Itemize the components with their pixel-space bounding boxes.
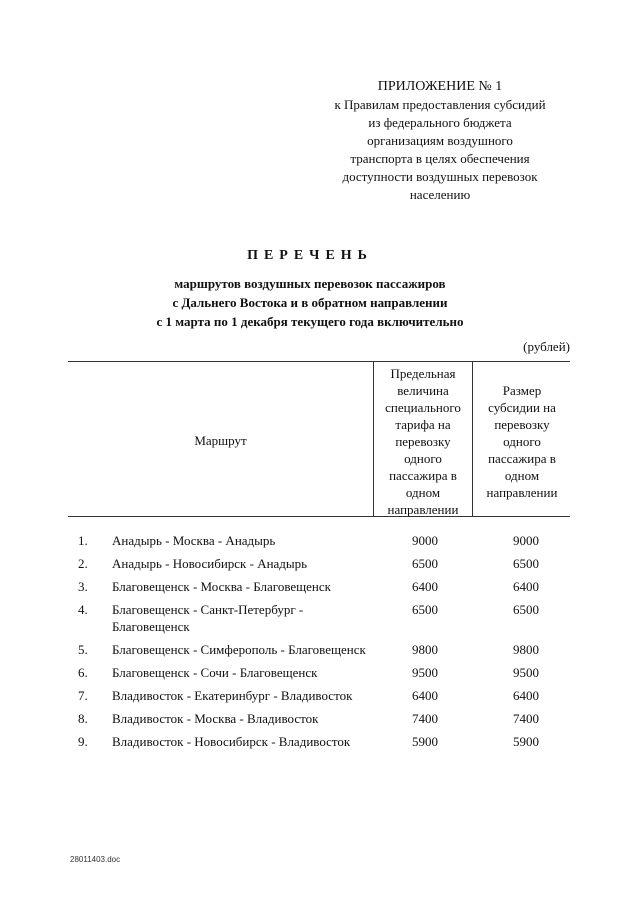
appendix-line: населению	[409, 187, 471, 202]
tariff-value: 9500	[412, 665, 438, 680]
appendix-heading: ПРИЛОЖЕНИЕ № 1	[377, 79, 503, 94]
table-row	[68, 733, 570, 750]
table-row	[68, 555, 570, 572]
tariff-value: 6500	[412, 602, 438, 617]
route-column-header: Маршрут	[194, 433, 247, 448]
appendix-line: к Правилам предоставления субсидий	[334, 97, 546, 112]
subsidy-column-header: Размер субсидии на перевозку одного пассажира в одном направлении	[486, 383, 558, 500]
table-row	[68, 601, 570, 635]
appendix-line: организациям воздушного	[367, 133, 513, 148]
subsidy-value: 6500	[513, 556, 539, 571]
route-name: Благовещенск - Сочи - Благовещенск	[112, 665, 318, 680]
subsidy-value: 6500	[513, 602, 539, 617]
tariff-value: 6400	[412, 579, 438, 594]
route-name: Благовещенск - Симферополь - Благовещенск	[112, 642, 366, 657]
subsidy-value: 7400	[513, 711, 539, 726]
subsidy-value: 9800	[513, 642, 539, 657]
route-name: Владивосток - Москва - Владивосток	[112, 711, 319, 726]
column-divider	[472, 361, 473, 517]
tariff-value: 9000	[412, 533, 438, 548]
tariff-value: 9800	[412, 642, 438, 657]
route-name: Благовещенск - Москва - Благовещенск	[112, 579, 331, 594]
row-number: 6.	[78, 665, 88, 680]
table-row	[68, 578, 570, 595]
subsidy-value: 6400	[513, 688, 539, 703]
row-number: 8.	[78, 711, 88, 726]
subsidy-value: 9500	[513, 665, 539, 680]
appendix-line: транспорта в целях обеспечения	[350, 151, 530, 166]
subsidy-value: 6400	[513, 579, 539, 594]
tariff-value: 7400	[412, 711, 438, 726]
document-title-block	[110, 248, 510, 331]
document-title: ПЕРЕЧЕНЬ	[247, 248, 373, 263]
route-name: Владивосток - Екатеринбург - Владивосток	[112, 688, 353, 703]
tariff-value: 6400	[412, 688, 438, 703]
route-name: Анадырь - Москва - Анадырь	[112, 533, 276, 548]
row-number: 7.	[78, 688, 88, 703]
table-top-rule	[68, 361, 570, 362]
tariff-column-header: Предельная величина специального тарифа на перевозку одного пассажира в одном направлении	[385, 366, 461, 517]
route-name: Анадырь - Новосибирск - Анадырь	[112, 556, 308, 571]
table-row	[68, 710, 570, 727]
table-row	[68, 664, 570, 681]
subtitle-line: с 1 марта по 1 декабря текущего года включительно	[156, 314, 464, 329]
subtitle-line: с Дальнего Востока и в обратном направлении	[172, 295, 448, 310]
table-row	[68, 687, 570, 704]
subtitle-line: маршрутов воздушных перевозок пассажиров	[174, 276, 446, 291]
table-row	[68, 641, 570, 658]
row-number: 1.	[78, 533, 88, 548]
appendix-line: доступности воздушных перевозок	[342, 169, 538, 184]
tariff-value: 5900	[412, 734, 438, 749]
row-number: 3.	[78, 579, 88, 594]
row-number: 2.	[78, 556, 88, 571]
table-row	[68, 532, 570, 549]
row-number: 4.	[78, 602, 88, 617]
table-header-bottom-rule	[68, 516, 570, 517]
file-name-footer: 28011403.doc	[70, 855, 121, 864]
row-number: 5.	[78, 642, 88, 657]
units-label: (рублей)	[523, 339, 570, 354]
column-divider	[373, 361, 374, 517]
appendix-line: из федерального бюджета	[368, 115, 512, 130]
routes-table-body	[68, 532, 570, 756]
subsidy-value: 5900	[513, 734, 539, 749]
appendix-block	[300, 78, 580, 204]
subsidy-value: 9000	[513, 533, 539, 548]
route-name: Владивосток - Новосибирск - Владивосток	[112, 734, 351, 749]
tariff-value: 6500	[412, 556, 438, 571]
route-name: Благовещенск - Санкт-Петербург - Благовещенск	[112, 602, 304, 634]
row-number: 9.	[78, 734, 88, 749]
